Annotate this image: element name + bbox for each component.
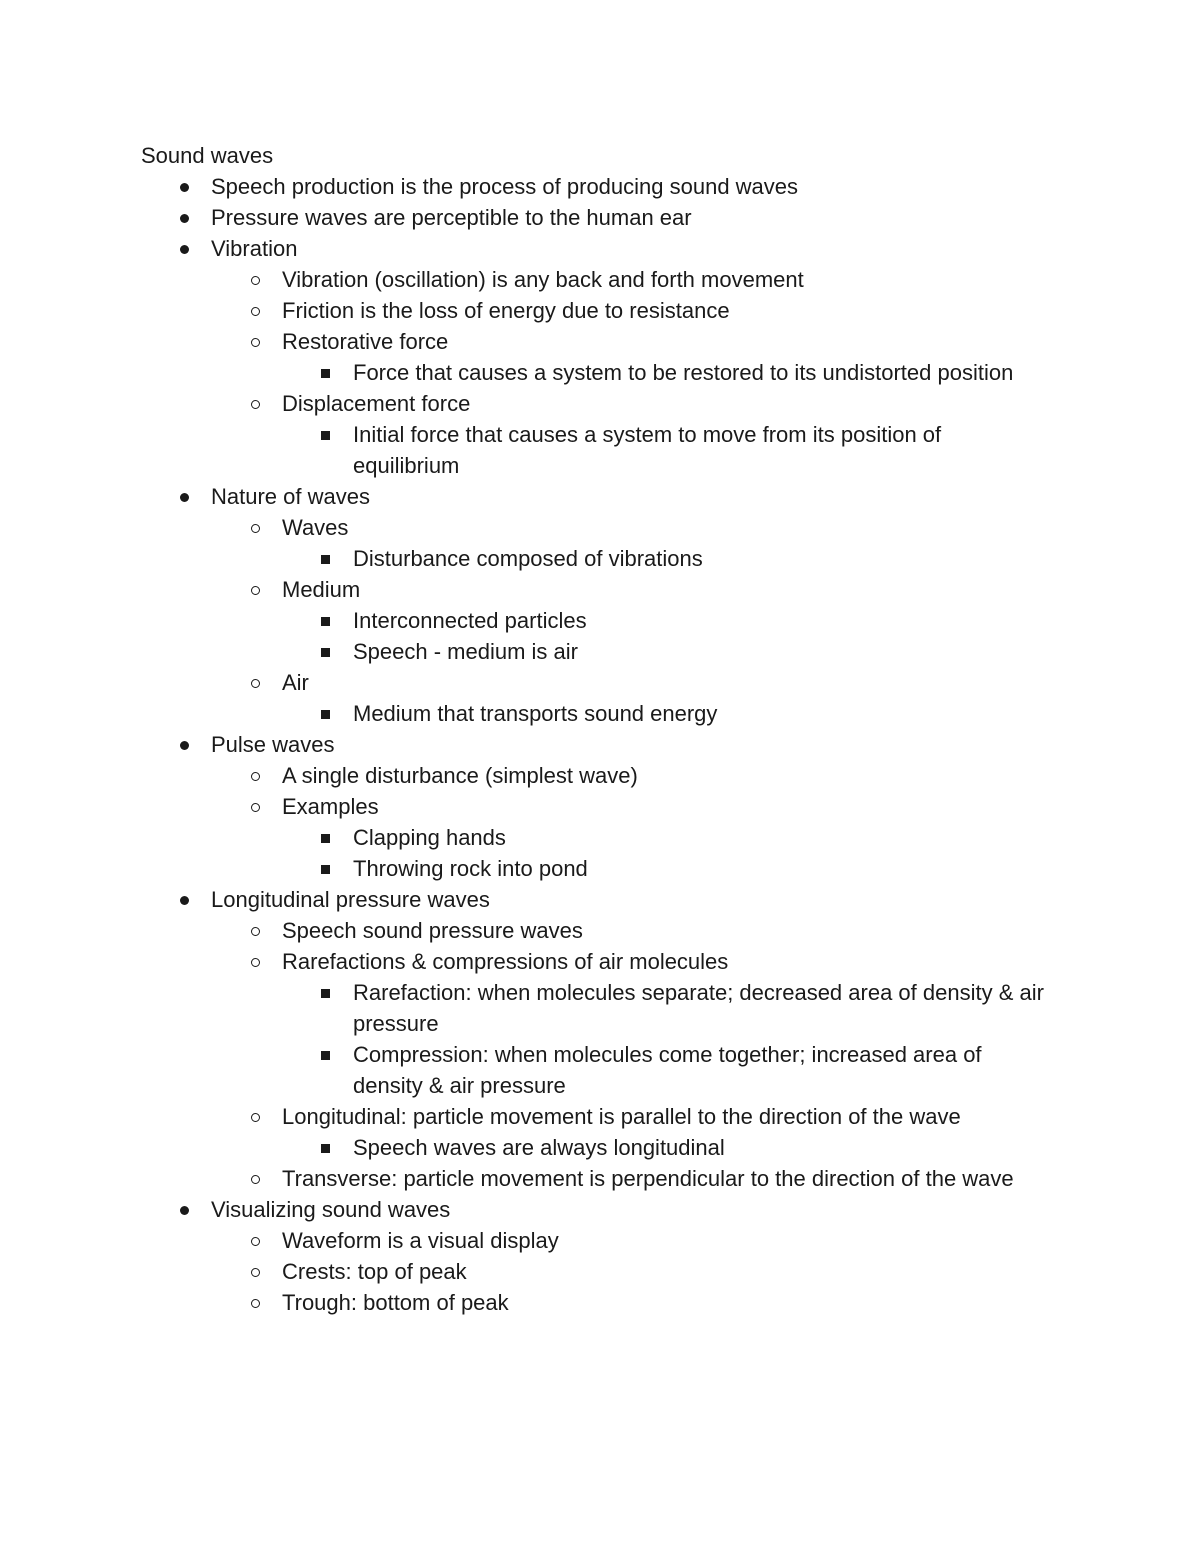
circle-bullet-icon — [250, 946, 264, 977]
square-bullet-icon — [320, 357, 334, 388]
list-item-level-1 — [141, 233, 1051, 264]
list-item-text: Disturbance composed of vibrations — [353, 546, 703, 571]
list-item-text: Examples — [282, 794, 379, 819]
list-item-text: Speech production is the process of producing sound waves — [211, 174, 799, 199]
list-item-text: Throwing rock into pond — [353, 856, 588, 881]
list-item-text: Pressure waves are perceptible to the human ear — [211, 205, 692, 230]
circle-bullet-icon — [250, 1287, 264, 1318]
circle-bullet-icon — [250, 264, 264, 295]
document-page — [141, 140, 1051, 1318]
disc-bullet-icon — [179, 233, 193, 264]
square-bullet-icon — [320, 853, 334, 884]
list-item-level-2 — [141, 1101, 1051, 1132]
circle-bullet-icon — [250, 791, 264, 822]
list-item-text: Vibration — [211, 236, 298, 261]
disc-bullet-icon — [179, 884, 193, 915]
list-item-level-2 — [141, 791, 1051, 822]
circle-bullet-icon — [250, 1256, 264, 1287]
square-bullet-icon — [320, 419, 334, 450]
disc-bullet-icon — [179, 729, 193, 760]
list-item-text: Waveform is a visual display — [282, 1228, 559, 1253]
circle-bullet-icon — [250, 1101, 264, 1132]
list-item-level-2 — [141, 667, 1051, 698]
list-item-level-2 — [141, 1163, 1051, 1194]
list-item-level-2 — [141, 1287, 1051, 1318]
list-item-text: Rarefaction: when molecules separate; decreased area of density & air pressure — [353, 980, 1044, 1036]
list-item-text: Medium that transports sound energy — [353, 701, 718, 726]
list-item-level-3 — [141, 605, 1051, 636]
list-item-text: Restorative force — [282, 329, 449, 354]
list-item-text: Displacement force — [282, 391, 471, 416]
list-item-text: Friction is the loss of energy due to resistance — [282, 298, 730, 323]
list-item-text: Speech waves are always longitudinal — [353, 1135, 725, 1160]
square-bullet-icon — [320, 1132, 334, 1163]
list-item-text: Force that causes a system to be restored to its undistorted position — [353, 360, 1014, 385]
circle-bullet-icon — [250, 760, 264, 791]
circle-bullet-icon — [250, 388, 264, 419]
list-item-level-2 — [141, 388, 1051, 419]
list-item-level-3 — [141, 357, 1051, 388]
circle-bullet-icon — [250, 667, 264, 698]
list-item-text: Waves — [282, 515, 349, 540]
document-title: Sound waves — [141, 143, 274, 168]
circle-bullet-icon — [250, 574, 264, 605]
list-item-text: Nature of waves — [211, 484, 370, 509]
list-item-text: Vibration (oscillation) is any back and forth movement — [282, 267, 804, 292]
list-item-level-3 — [141, 1039, 1051, 1101]
disc-bullet-icon — [179, 481, 193, 512]
list-item-text: Speech - medium is air — [353, 639, 578, 664]
list-item-text: Transverse: particle movement is perpendicular to the direction of the wave — [282, 1166, 1014, 1191]
square-bullet-icon — [320, 543, 334, 574]
list-item-level-1 — [141, 729, 1051, 760]
list-item-level-2 — [141, 512, 1051, 543]
list-item-level-3 — [141, 636, 1051, 667]
list-item-level-2 — [141, 946, 1051, 977]
list-item-level-3 — [141, 977, 1051, 1039]
list-item-level-2 — [141, 915, 1051, 946]
list-item-level-3 — [141, 698, 1051, 729]
list-item-text: Crests: top of peak — [282, 1259, 467, 1284]
circle-bullet-icon — [250, 512, 264, 543]
list-item-text: Trough: bottom of peak — [282, 1290, 509, 1315]
disc-bullet-icon — [179, 1194, 193, 1225]
list-item-level-3 — [141, 853, 1051, 884]
list-item-level-2 — [141, 574, 1051, 605]
list-item-level-3 — [141, 1132, 1051, 1163]
list-item-level-1 — [141, 1194, 1051, 1225]
list-item-level-3 — [141, 543, 1051, 574]
circle-bullet-icon — [250, 915, 264, 946]
list-item-level-2 — [141, 326, 1051, 357]
square-bullet-icon — [320, 636, 334, 667]
list-item-text: Compression: when molecules come together; increased area of density & air pressure — [353, 1042, 982, 1098]
list-item-text: Medium — [282, 577, 361, 602]
list-item-text: Visualizing sound waves — [211, 1197, 451, 1222]
list-item-level-3 — [141, 822, 1051, 853]
list-item-level-2 — [141, 760, 1051, 791]
circle-bullet-icon — [250, 1225, 264, 1256]
list-item-text: Pulse waves — [211, 732, 335, 757]
list-item-text: Initial force that causes a system to move from its position of equilibrium — [353, 422, 942, 478]
list-item-text: Longitudinal: particle movement is parallel to the direction of the wave — [282, 1104, 961, 1129]
square-bullet-icon — [320, 605, 334, 636]
square-bullet-icon — [320, 1039, 334, 1070]
list-item-level-2 — [141, 1256, 1051, 1287]
list-item-level-2 — [141, 264, 1051, 295]
list-item-level-1 — [141, 171, 1051, 202]
list-item-text: Interconnected particles — [353, 608, 587, 633]
disc-bullet-icon — [179, 202, 193, 233]
list-item-level-1 — [141, 202, 1051, 233]
square-bullet-icon — [320, 977, 334, 1008]
square-bullet-icon — [320, 822, 334, 853]
list-item-text: Air — [282, 670, 309, 695]
list-item-text: Speech sound pressure waves — [282, 918, 583, 943]
circle-bullet-icon — [250, 295, 264, 326]
list-item-text: Clapping hands — [353, 825, 506, 850]
outline-list — [141, 171, 1051, 1318]
list-item-level-2 — [141, 295, 1051, 326]
square-bullet-icon — [320, 698, 334, 729]
list-item-level-1 — [141, 481, 1051, 512]
list-item-text: A single disturbance (simplest wave) — [282, 763, 638, 788]
circle-bullet-icon — [250, 1163, 264, 1194]
list-item-level-3 — [141, 419, 1051, 481]
disc-bullet-icon — [179, 171, 193, 202]
list-item-level-1 — [141, 884, 1051, 915]
list-item-text: Rarefactions & compressions of air molecules — [282, 949, 729, 974]
list-item-text: Longitudinal pressure waves — [211, 887, 490, 912]
circle-bullet-icon — [250, 326, 264, 357]
list-item-level-2 — [141, 1225, 1051, 1256]
